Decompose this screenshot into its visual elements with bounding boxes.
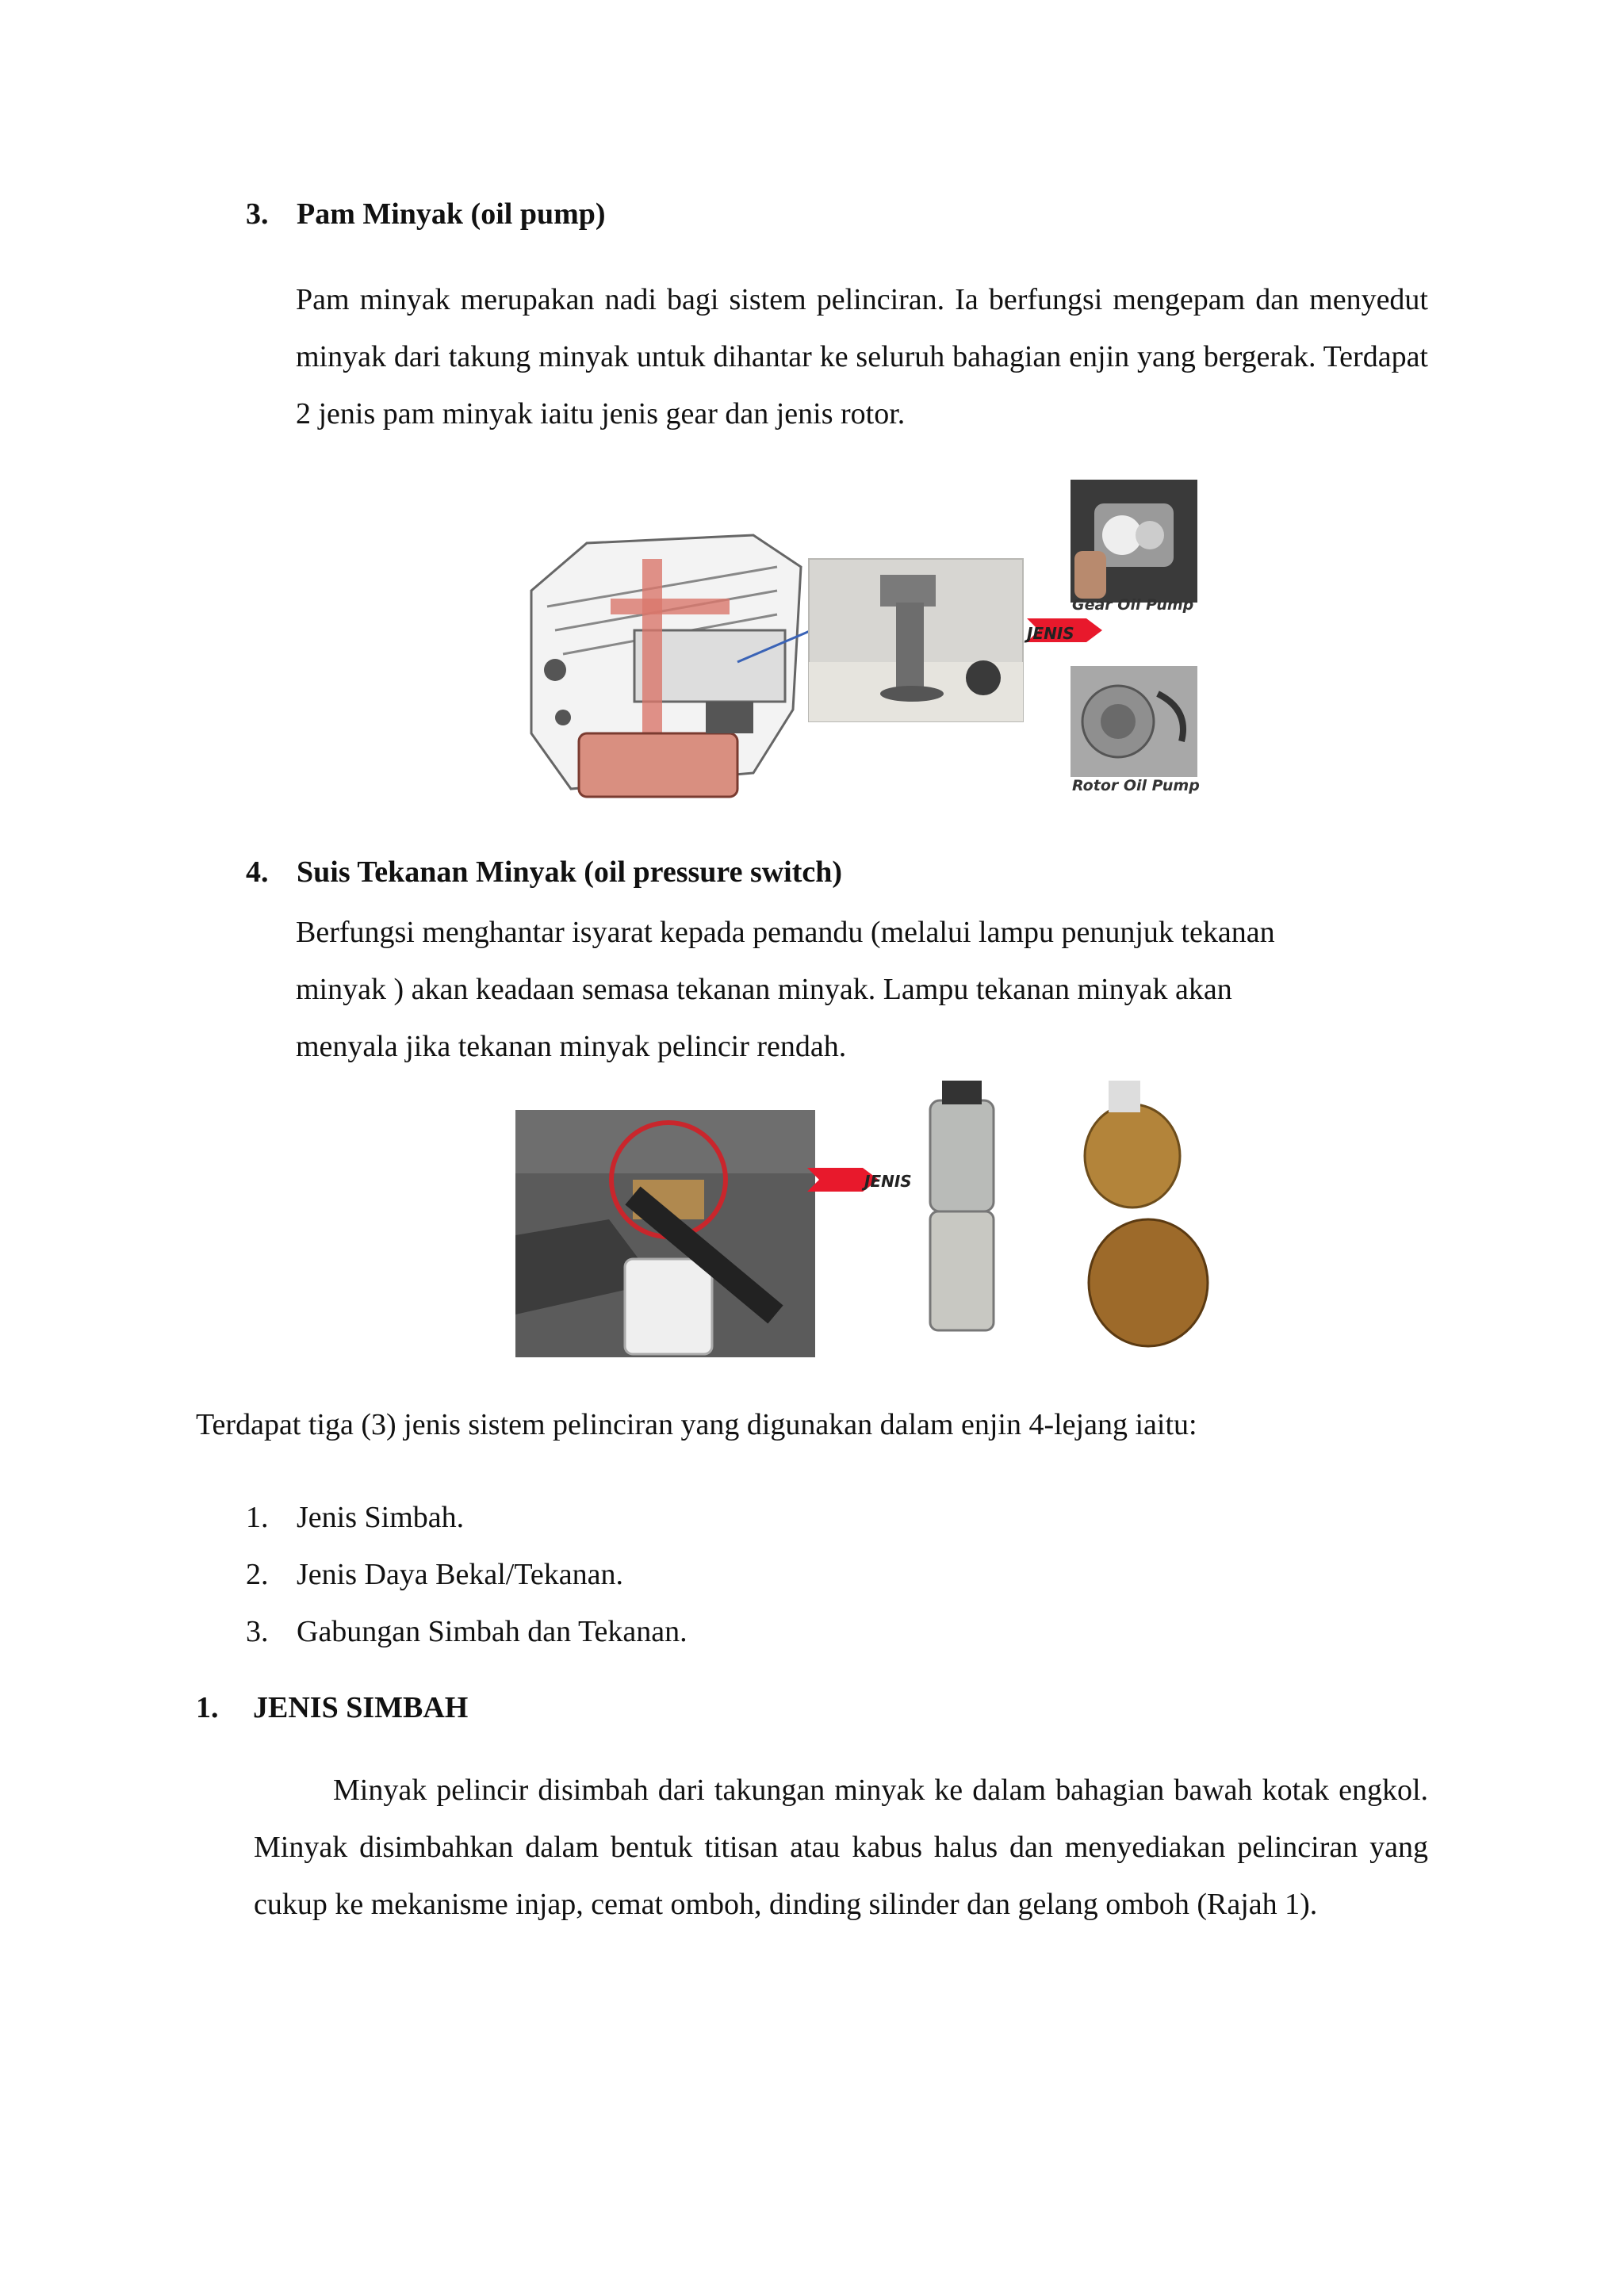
section-4-title: Suis Tekanan Minyak (oil pressure switch) xyxy=(297,855,843,889)
section-simbah-title: JENIS SIMBAH xyxy=(253,1691,469,1724)
oil-pump-illustration xyxy=(515,472,1364,805)
oil-pump-figure xyxy=(515,472,1364,805)
oil-pump-photo xyxy=(809,559,1023,721)
section-3-number: 3. xyxy=(246,197,269,231)
section-3-title: Pam Minyak (oil pump) xyxy=(297,197,606,231)
intro-sentence: Terdapat tiga (3) jenis sistem pelinciran yang digunakan dalam enjin 4-lejang iaitu: xyxy=(196,1408,1197,1441)
list-item-number: 3. xyxy=(246,1615,269,1648)
engine-cutaway-image xyxy=(531,535,848,797)
list-item-number: 2. xyxy=(246,1558,269,1591)
section-4-paragraph xyxy=(296,904,1406,1075)
section-4-heading xyxy=(246,855,842,890)
section-4-line-2: minyak ) akan keadaan semasa tekanan minyak. Lampu tekanan minyak akan xyxy=(296,973,1232,1006)
section-simbah-number: 1. xyxy=(196,1691,219,1724)
section-4-line-3: menyala jika tekanan minyak pelincir rendah. xyxy=(296,1030,847,1063)
gear-oil-pump-caption: Gear Oil Pump xyxy=(1072,596,1194,614)
list-item-text: Jenis Simbah. xyxy=(297,1501,465,1534)
section-3-paragraph: Pam minyak merupakan nadi bagi sistem pelinciran. Ia berfungsi mengepam dan menyedut minyak dari takung minyak untuk dihantar ke seluruh bahagian enjin yang bergerak. Terdapat 2 jenis pam minyak iaitu jenis gear dan jenis rotor. xyxy=(296,283,1428,430)
figure-2-arrow-label: JENIS xyxy=(864,1172,912,1191)
oil-pressure-switch-illustration xyxy=(514,1077,1212,1362)
figure-1-arrow-label: JENIS xyxy=(1027,624,1074,643)
section-3-heading xyxy=(246,197,606,232)
list-item xyxy=(246,1603,688,1660)
list-item-text: Gabungan Simbah dan Tekanan. xyxy=(297,1615,688,1648)
section-simbah-heading xyxy=(196,1690,468,1725)
list-item-number: 1. xyxy=(246,1501,269,1534)
section-simbah-paragraph: Minyak pelincir disimbah dari takungan minyak ke dalam bahagian bawah kotak engkol. Minyak disimbahkan dalam bentuk titisan atau kabus halus dan menyediakan pelinciran yang cukup ke mekanisme injap, cemat omboh, dinding silinder dan gelang omboh (Rajah 1). xyxy=(254,1774,1428,1921)
list-item xyxy=(246,1489,688,1546)
types-list xyxy=(246,1489,688,1660)
section-4-line-1: Berfungsi menghantar isyarat kepada pemandu (melalui lampu penunjuk tekanan xyxy=(296,916,1275,949)
rotor-oil-pump-caption: Rotor Oil Pump xyxy=(1072,777,1200,794)
oil-pressure-switch-figure xyxy=(514,1077,1212,1362)
list-item-text: Jenis Daya Bekal/Tekanan. xyxy=(297,1558,624,1591)
pressure-switch-photo xyxy=(926,1077,1212,1362)
list-item xyxy=(246,1546,688,1603)
engine-bay-photo xyxy=(515,1110,815,1357)
section-4-number: 4. xyxy=(246,855,269,889)
rotor-oil-pump-photo xyxy=(1071,666,1197,777)
gear-oil-pump-photo xyxy=(1071,480,1197,603)
